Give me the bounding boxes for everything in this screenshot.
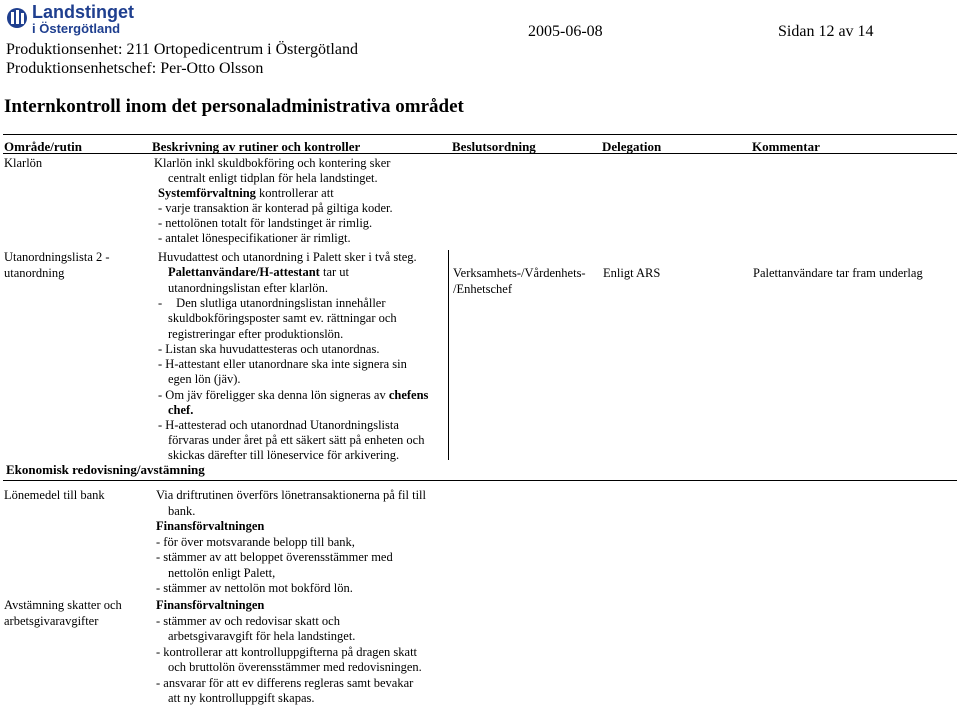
desc-text: tar ut: [322, 265, 350, 279]
desc-line: centralt enligt tidplan för hela landstinget.: [168, 171, 378, 185]
desc-line: bank.: [168, 504, 196, 518]
desc-line: - ansvarar för att ev differens regleras samt bevakar: [156, 676, 414, 690]
desc-line: - H-attesterad och utanordnad Utanordningslista: [158, 418, 399, 432]
desc-line: att ny kontrolluppgift skapas.: [168, 691, 315, 705]
logo-text-2: i Östergötland: [32, 21, 121, 36]
desc-line: Huvudattest och utanordning i Palett sker i två steg.: [158, 250, 417, 264]
production-unit: Produktionsenhet: 211 Ortopedicentrum i Östergötland: [6, 41, 358, 58]
desc-line: [158, 388, 428, 403]
desc-text: Den slutliga utanordningslistan innehåller: [176, 296, 386, 310]
logo-text-1: Landstinget: [32, 2, 134, 22]
column-divider: [448, 250, 449, 460]
row-area-avstamning-2: arbetsgivaravgifter: [4, 614, 99, 628]
row-area-utanordning-2: utanordning: [4, 266, 65, 280]
column-header-area: Område/rutin: [4, 139, 82, 154]
desc-line: - för över motsvarande belopp till bank,: [156, 535, 355, 549]
desc-line: - nettolönen totalt för landstinget är rimlig.: [158, 216, 373, 230]
row-area-klarlon: Klarlön: [4, 156, 43, 170]
desc-line: - stämmer av och redovisar skatt och: [156, 614, 340, 628]
desc-line: - antalet lönespecifikationer är rimligt.: [158, 231, 351, 245]
desc-line: Klarlön inkl skuldbokföring och kontering sker: [154, 156, 391, 170]
row-area-utanordning: Utanordningslista 2 -: [4, 250, 110, 264]
table-top-rule: [3, 134, 957, 135]
desc-line: - varje transaktion är konterad på giltiga koder.: [158, 201, 393, 215]
desc-line: [158, 296, 386, 311]
dash: -: [158, 296, 163, 310]
desc-line: och bruttolön överensstämmer med redovisningen.: [168, 660, 422, 674]
desc-line: - stämmer av nettolön mot bokförd lön.: [156, 581, 353, 595]
desc-line: Via driftrutinen överförs lönetransaktionerna på fil till: [156, 488, 426, 502]
desc-line: skuldbokföringsposter samt ev. rättningar och: [168, 311, 397, 325]
desc-line: egen lön (jäv).: [168, 372, 241, 386]
desc-line: - stämmer av att beloppet överensstämmer med: [156, 550, 393, 564]
column-header-delegation: Delegation: [602, 139, 662, 154]
desc-line: - kontrollerar att kontrolluppgifterna på dragen skatt: [156, 645, 418, 659]
table-header-rule: [3, 153, 957, 154]
finansforvaltningen-label: Finansförvaltningen: [156, 519, 265, 533]
decision-text: Verksamhets-/Vårdenhets-: [453, 266, 586, 280]
desc-line: chef.: [168, 403, 194, 417]
finansforvaltningen-label: Finansförvaltningen: [156, 598, 265, 612]
page-title: Internkontroll inom det personaladministrativa området: [4, 96, 464, 117]
desc-line: skickas därefter till löneservice för arkivering.: [168, 448, 400, 462]
delegation-text: Enligt ARS: [603, 266, 661, 280]
comment-text: Palettanvändare tar fram underlag: [753, 266, 923, 280]
column-header-comment: Kommentar: [752, 139, 820, 154]
desc-text: kontrollerar att: [259, 186, 334, 200]
section-rule: [3, 480, 957, 481]
column-header-description: Beskrivning av rutiner och kontroller: [152, 139, 361, 154]
document-date: 2005-06-08: [528, 23, 603, 40]
desc-text: - Om jäv föreligger ska denna lön signeras av: [158, 388, 386, 402]
row-area-avstamning: Avstämning skatter och: [4, 598, 122, 612]
decision-text-2: /Enhetschef: [453, 282, 513, 296]
palettanvandare-label: Palettanvändare/H-attestant: [168, 265, 320, 279]
unit-manager: Produktionsenhetschef: Per-Otto Olsson: [6, 60, 264, 77]
desc-line: arbetsgivaravgift för hela landstinget.: [168, 629, 356, 643]
desc-line: nettolön enligt Palett,: [168, 566, 276, 580]
landstinget-logo: [6, 2, 156, 36]
systemforvaltning-label: Systemförvaltning: [158, 186, 256, 200]
desc-line: registreringar efter produktionslön.: [168, 327, 344, 341]
desc-line: utanordningslistan efter klarlön.: [168, 281, 329, 295]
section-heading: Ekonomisk redovisning/avstämning: [6, 462, 205, 477]
desc-line: [168, 265, 349, 280]
desc-line: förvaras under året på ett säkert sätt på enheten och: [168, 433, 425, 447]
column-header-decision: Beslutsordning: [452, 139, 536, 154]
desc-line: - H-attestant eller utanordnare ska inte signera sin: [158, 357, 407, 371]
desc-line: [158, 186, 334, 201]
desc-line: - Listan ska huvudattesteras och utanordnas.: [158, 342, 380, 356]
page-number: Sidan 12 av 14: [778, 23, 874, 40]
row-area-lonemedel: Lönemedel till bank: [4, 488, 105, 502]
chefens-label: chefens: [388, 388, 429, 402]
